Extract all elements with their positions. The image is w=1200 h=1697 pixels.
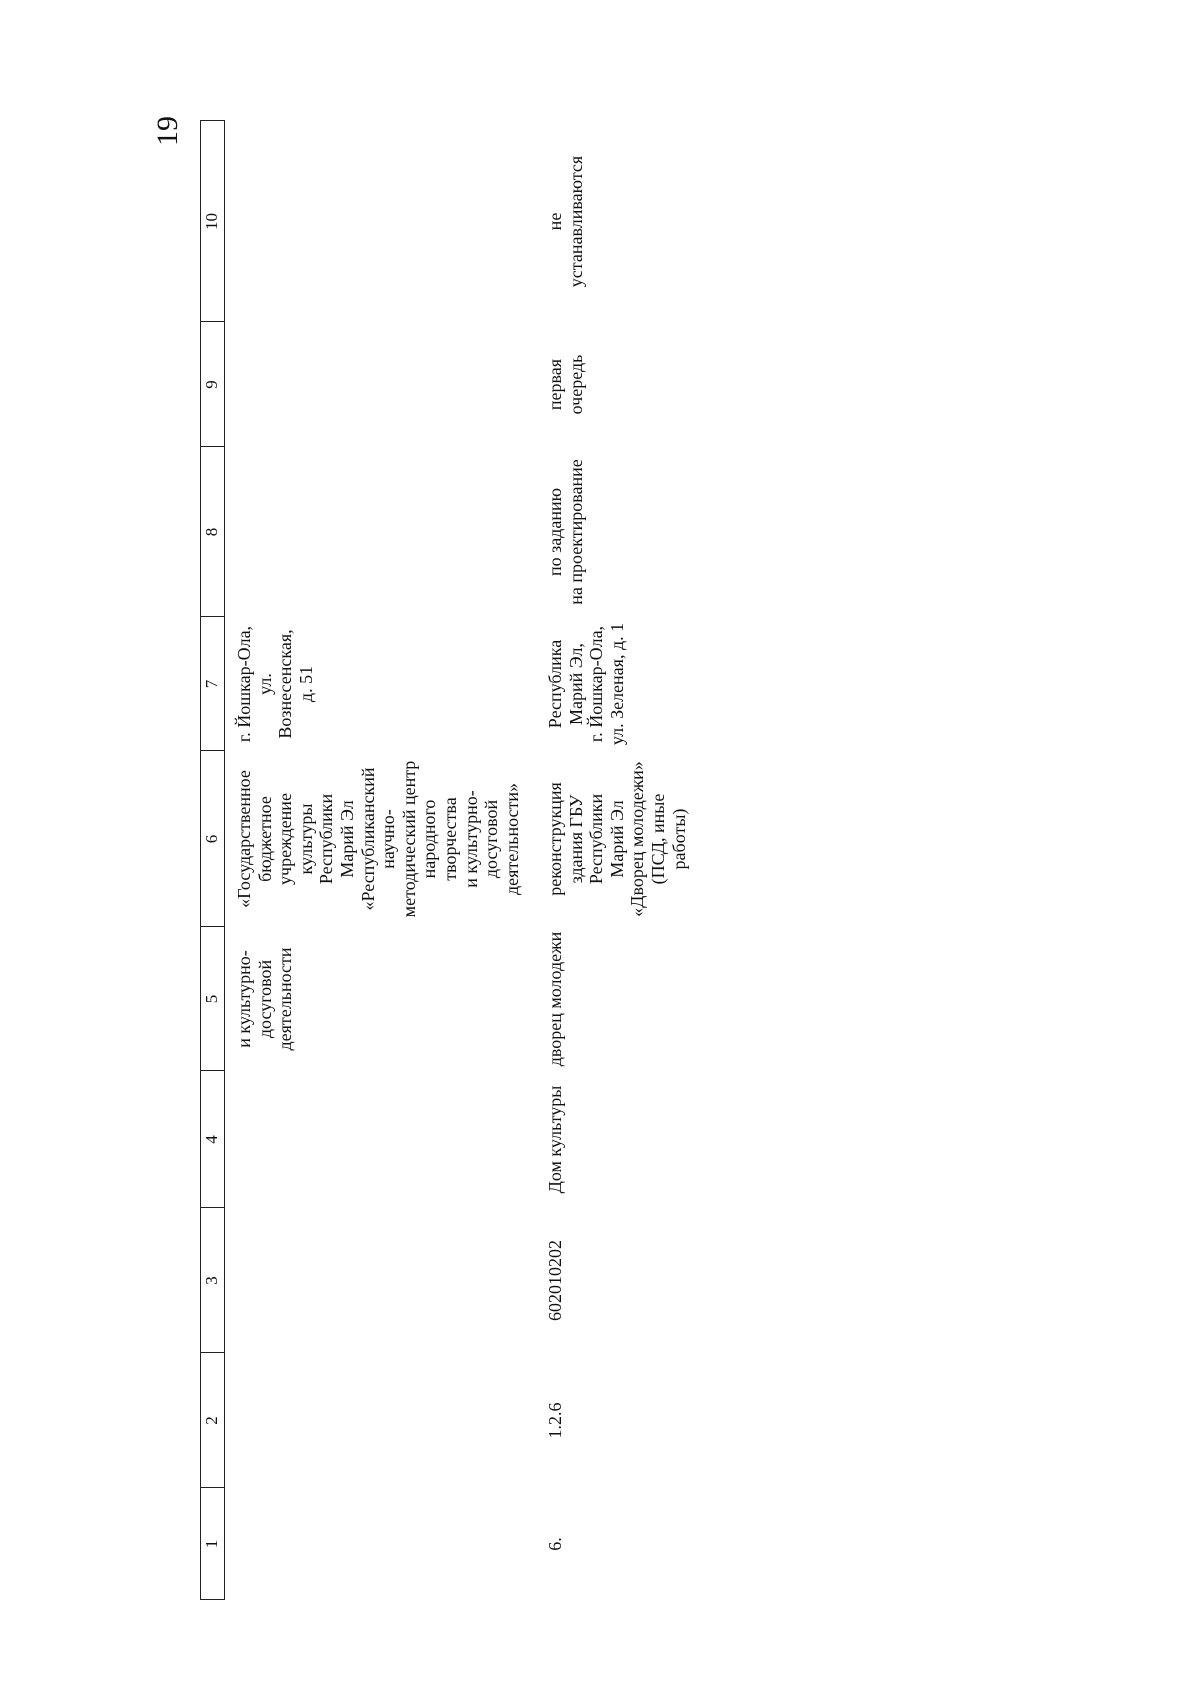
cell-row2-col4: Дом культуры (545, 1085, 565, 1194)
cell-row2-col3: 602010202 (545, 1240, 565, 1321)
cell-row2-col9: первая очередь (545, 354, 586, 415)
page-number: 19 (151, 116, 184, 146)
rotated-table (200, 120, 1000, 1600)
cell-row2-col6: реконструкция здания ГБУ Республики Марий Эл «Дворец молодежи» (ПСД, иные работы) (545, 761, 689, 917)
column-number: 9 (202, 380, 221, 389)
column-number: 7 (202, 679, 221, 689)
column-number: 3 (202, 1276, 221, 1285)
cell-row2-col7: Республика Марий Эл, г. Йошкар-Ола, ул. Зеленая, д. 1 (545, 622, 627, 746)
column-number: 2 (202, 1416, 221, 1425)
column-number: 5 (202, 994, 221, 1004)
column-number: 10 (202, 213, 221, 230)
cell-row1-col7: г. Йошкар-Ола, ул. Вознесенская, д. 51 (234, 625, 316, 743)
cell-row2-col1: 6. (545, 1537, 565, 1551)
column-number: 6 (202, 834, 221, 844)
column-number: 8 (202, 527, 221, 537)
cell-row2-col5: дворец молодежи (545, 931, 565, 1067)
column-number: 1 (202, 1539, 221, 1549)
column-number: 4 (202, 1135, 221, 1144)
cell-row2-col10: не устанавливаются (545, 155, 586, 288)
cell-row2-col2: 1.2.6 (545, 1402, 565, 1439)
cell-row1-col5: и культурно- досуговой деятельности (234, 947, 296, 1051)
table-top-border (200, 120, 201, 1600)
cell-row1-col6: «Государственное бюджетное учреждение культуры Республики Марий Эл «Республиканский научно- методический центр народного творчества и культурно- досуговой деятельности» (234, 760, 522, 918)
header-bottom-border (224, 120, 225, 1600)
cell-row2-col8: по заданию на проектирование (545, 459, 586, 605)
